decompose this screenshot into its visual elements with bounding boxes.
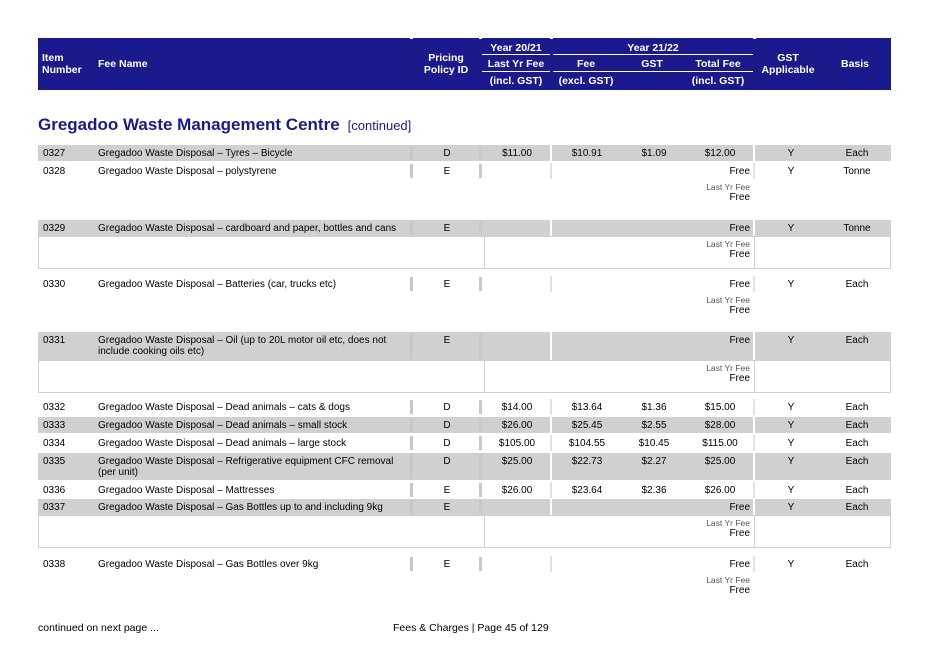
column-separator — [753, 435, 755, 451]
last-yr-fee-note — [706, 182, 750, 203]
row-detail-box — [38, 515, 891, 548]
cell-total-fee: $28.00 — [704, 420, 736, 431]
table-row — [38, 163, 891, 219]
column-separator — [550, 332, 552, 360]
cell-last-yr-fee: $26.00 — [501, 485, 533, 496]
cell-gst-applicable: Y — [787, 420, 795, 431]
cell-fee-name: Gregadoo Waste Disposal – Gas Bottles over 9kg — [98, 559, 319, 570]
last-yr-fee-note-label: Last Yr Fee — [706, 518, 750, 528]
cell-total-fee: $115.00 — [702, 438, 738, 449]
cell-policy-id: E — [443, 502, 451, 513]
cell-fee-name: Gregadoo Waste Disposal – Tyres – Bicycle — [98, 148, 293, 159]
cell-fee-name: Gregadoo Waste Disposal – Oil (up to 20L motor oil etc, does not — [98, 335, 387, 346]
header-item-number-l2: Number — [42, 64, 82, 76]
column-separator — [410, 164, 413, 178]
column-separator — [479, 500, 482, 514]
header-pricing-block — [413, 38, 479, 90]
last-yr-fee-note-value: Free — [729, 585, 750, 596]
table-row — [38, 417, 891, 433]
cell-gst: $10.45 — [638, 438, 670, 449]
cell-gst-applicable: Y — [787, 485, 795, 496]
cell-policy-id: E — [443, 485, 451, 496]
cell-basis: Each — [845, 279, 869, 290]
column-separator — [550, 276, 552, 292]
cell-item-number: 0328 — [43, 166, 66, 177]
column-separator — [753, 556, 755, 572]
cell-gst-applicable: Y — [787, 148, 795, 159]
footer-continued: continued on next page ... — [38, 622, 159, 634]
cell-fee-excl: $104.55 — [568, 438, 606, 449]
cell-fee-name: Gregadoo Waste Disposal – Dead animals – cats & dogs — [98, 402, 350, 413]
last-yr-fee-note-label: Last Yr Fee — [706, 575, 750, 585]
cell-policy-id: E — [443, 335, 451, 346]
row-detail-box — [38, 236, 891, 269]
cell-fee-excl: $25.45 — [571, 420, 603, 431]
table-row — [38, 145, 891, 161]
cell-gst-applicable: Y — [787, 502, 795, 513]
header-year-prev: Year 20/21 — [490, 42, 542, 54]
column-separator — [753, 276, 755, 292]
column-separator — [550, 399, 552, 415]
column-separator — [479, 333, 482, 359]
cell-item-number: 0330 — [43, 279, 66, 290]
cell-total-fee: $12.00 — [704, 148, 736, 159]
header-pricing-l2: Policy ID — [423, 64, 469, 76]
cell-fee-name: Gregadoo Waste Disposal – Dead animals – small stock — [98, 420, 348, 431]
last-yr-fee-note-value: Free — [729, 192, 750, 203]
column-separator — [753, 163, 755, 179]
header-pricing-l1: Pricing — [428, 52, 464, 64]
cell-total-fee: Free — [729, 335, 750, 346]
cell-basis: Each — [845, 148, 869, 159]
column-separator — [550, 145, 552, 161]
column-separator — [550, 499, 552, 515]
column-separator — [550, 556, 552, 572]
cell-total-fee: $26.00 — [704, 485, 736, 496]
cell-policy-id: D — [443, 402, 451, 413]
cell-basis: Tonne — [843, 223, 871, 234]
cell-last-yr-fee: $25.00 — [501, 456, 533, 467]
column-separator — [753, 417, 755, 433]
cell-fee-name: Gregadoo Waste Disposal – Batteries (car, trucks etc) — [98, 279, 337, 290]
header-gst-app-l1: GST — [777, 52, 799, 64]
cell-total-fee: Free — [729, 223, 750, 234]
header-gst: GST — [641, 58, 663, 70]
cell-fee-excl: $13.64 — [571, 402, 603, 413]
column-separator — [753, 220, 755, 236]
column-separator — [479, 483, 482, 497]
header-year-curr: Year 21/22 — [627, 42, 679, 54]
header-year-prev-block — [482, 38, 550, 90]
column-separator — [410, 221, 413, 235]
cell-basis: Each — [845, 402, 869, 413]
cell-policy-id: E — [443, 559, 451, 570]
cell-policy-id: D — [443, 438, 451, 449]
header-fee: Fee — [576, 58, 596, 70]
cell-basis: Tonne — [843, 166, 871, 177]
header-basis: Basis — [840, 58, 870, 70]
cell-basis: Each — [845, 438, 869, 449]
cell-gst: $1.09 — [641, 148, 667, 159]
header-gst-app-l2: Applicable — [761, 64, 815, 76]
cell-gst-applicable: Y — [787, 402, 795, 413]
last-yr-fee-note-value: Free — [729, 373, 750, 384]
last-yr-fee-note-label: Last Yr Fee — [706, 295, 750, 305]
cell-item-number: 0332 — [43, 402, 66, 413]
cell-fee-name: Gregadoo Waste Disposal – polystyrene — [98, 166, 277, 177]
last-yr-fee-note-label: Last Yr Fee — [706, 239, 750, 249]
column-separator — [753, 499, 755, 515]
column-separator — [410, 277, 413, 291]
column-separator — [410, 483, 413, 497]
column-separator — [479, 454, 482, 479]
header-gst-app-block — [756, 38, 891, 90]
footer-page: Fees & Charges | Page 45 of 129 — [393, 622, 549, 634]
column-separator — [479, 221, 482, 235]
cell-item-number: 0334 — [43, 438, 66, 449]
cell-item-number: 0331 — [43, 335, 66, 346]
table-row — [38, 453, 891, 480]
cell-basis: Each — [845, 420, 869, 431]
column-separator — [550, 163, 552, 179]
cell-last-yr-fee: $105.00 — [498, 438, 536, 449]
cell-policy-id: D — [443, 456, 451, 467]
last-yr-fee-note — [706, 363, 750, 384]
last-yr-fee-note — [706, 575, 750, 596]
cell-fee-name: Gregadoo Waste Disposal – cardboard and paper, bottles and cans — [98, 223, 397, 234]
cell-gst-applicable: Y — [787, 335, 795, 346]
row-detail-box — [38, 360, 891, 393]
cell-policy-id: E — [443, 166, 451, 177]
column-separator — [410, 557, 413, 571]
last-yr-fee-note-label: Last Yr Fee — [706, 363, 750, 373]
cell-last-yr-fee: $14.00 — [501, 402, 533, 413]
last-yr-fee-note — [706, 239, 750, 260]
table-row — [38, 276, 891, 332]
last-yr-fee-note-value: Free — [729, 305, 750, 316]
column-separator — [479, 164, 482, 178]
last-yr-fee-note-label: Last Yr Fee — [706, 182, 750, 192]
last-yr-fee-note — [706, 518, 750, 539]
column-separator — [410, 454, 413, 479]
cell-fee-name: Gregadoo Waste Disposal – Mattresses — [98, 485, 275, 496]
section-title-text: Gregadoo Waste Management Centre — [38, 115, 340, 134]
cell-gst: $2.55 — [641, 420, 667, 431]
cell-fee-name-cont: include cooking oils etc) — [98, 346, 205, 357]
cell-basis: Each — [845, 559, 869, 570]
column-separator — [753, 482, 755, 498]
cell-item-number: 0336 — [43, 485, 66, 496]
cell-fee-excl: $22.73 — [571, 456, 603, 467]
column-separator — [410, 500, 413, 514]
cell-gst-applicable: Y — [787, 438, 795, 449]
column-separator — [479, 436, 482, 450]
header-excl-gst: (excl. GST) — [558, 75, 614, 87]
column-separator — [410, 418, 413, 432]
table-row — [38, 556, 891, 612]
cell-fee-excl: $10.91 — [571, 148, 603, 159]
column-separator — [479, 146, 482, 160]
header-incl-gst: (incl. GST) — [489, 75, 543, 87]
cell-basis: Each — [845, 485, 869, 496]
cell-item-number: 0333 — [43, 420, 66, 431]
header-total-incl-gst: (incl. GST) — [691, 75, 745, 87]
column-separator — [410, 146, 413, 160]
cell-item-number: 0338 — [43, 559, 66, 570]
cell-gst: $1.36 — [641, 402, 667, 413]
cell-policy-id: E — [443, 223, 451, 234]
column-separator — [550, 435, 552, 451]
table-row — [38, 435, 891, 451]
cell-gst: $2.36 — [641, 485, 667, 496]
column-separator — [410, 333, 413, 359]
cell-fee-name: Gregadoo Waste Disposal – Refrigerative equipment CFC removal — [98, 456, 394, 467]
column-separator — [550, 417, 552, 433]
header-item-number-l1: Item — [42, 52, 64, 64]
header-last-yr-fee: Last Yr Fee — [487, 58, 545, 70]
header-fee-name: Fee Name — [98, 58, 148, 70]
cell-total-fee: Free — [729, 502, 750, 513]
cell-total-fee: Free — [729, 166, 750, 177]
header-total-fee: Total Fee — [695, 58, 741, 70]
column-separator — [753, 453, 755, 480]
last-yr-fee-note — [706, 295, 750, 316]
cell-item-number: 0327 — [43, 148, 66, 159]
cell-item-number: 0337 — [43, 502, 66, 513]
cell-basis: Each — [845, 456, 869, 467]
column-separator — [550, 220, 552, 236]
column-separator — [479, 557, 482, 571]
column-separator — [479, 400, 482, 414]
cell-item-number: 0335 — [43, 456, 66, 467]
cell-fee-name-cont: (per unit) — [98, 467, 139, 478]
cell-total-fee: Free — [729, 279, 750, 290]
cell-fee-excl: $23.64 — [571, 485, 603, 496]
cell-item-number: 0329 — [43, 223, 66, 234]
cell-basis: Each — [845, 502, 869, 513]
cell-gst-applicable: Y — [787, 279, 795, 290]
header-year-curr-block — [553, 38, 753, 90]
column-separator — [410, 436, 413, 450]
cell-fee-name: Gregadoo Waste Disposal – Dead animals – large stock — [98, 438, 347, 449]
header-item-block — [38, 38, 410, 90]
column-separator — [550, 482, 552, 498]
cell-policy-id: D — [443, 148, 451, 159]
column-separator — [479, 277, 482, 291]
cell-total-fee: $25.00 — [704, 456, 736, 467]
cell-total-fee: Free — [729, 559, 750, 570]
column-separator — [550, 453, 552, 480]
cell-basis: Each — [845, 335, 869, 346]
cell-policy-id: D — [443, 420, 451, 431]
cell-gst-applicable: Y — [787, 166, 795, 177]
column-separator — [410, 400, 413, 414]
table-row — [38, 220, 891, 269]
cell-gst-applicable: Y — [787, 456, 795, 467]
last-yr-fee-note-value: Free — [729, 528, 750, 539]
cell-gst-applicable: Y — [787, 223, 795, 234]
column-separator — [753, 332, 755, 360]
table-row — [38, 332, 891, 393]
cell-fee-name: Gregadoo Waste Disposal – Gas Bottles up to and including 9kg — [98, 502, 383, 513]
cell-gst: $2.27 — [641, 456, 667, 467]
section-title — [38, 115, 411, 135]
last-yr-fee-note-value: Free — [729, 249, 750, 260]
column-separator — [753, 145, 755, 161]
column-separator — [753, 399, 755, 415]
cell-last-yr-fee: $26.00 — [501, 420, 533, 431]
table-row — [38, 399, 891, 415]
table-row — [38, 482, 891, 498]
cell-last-yr-fee: $11.00 — [502, 148, 532, 159]
cell-total-fee: $15.00 — [704, 402, 736, 413]
section-continued: [continued] — [347, 118, 412, 133]
cell-policy-id: E — [443, 279, 451, 290]
cell-gst-applicable: Y — [787, 559, 795, 570]
column-separator — [479, 418, 482, 432]
table-row — [38, 499, 891, 548]
